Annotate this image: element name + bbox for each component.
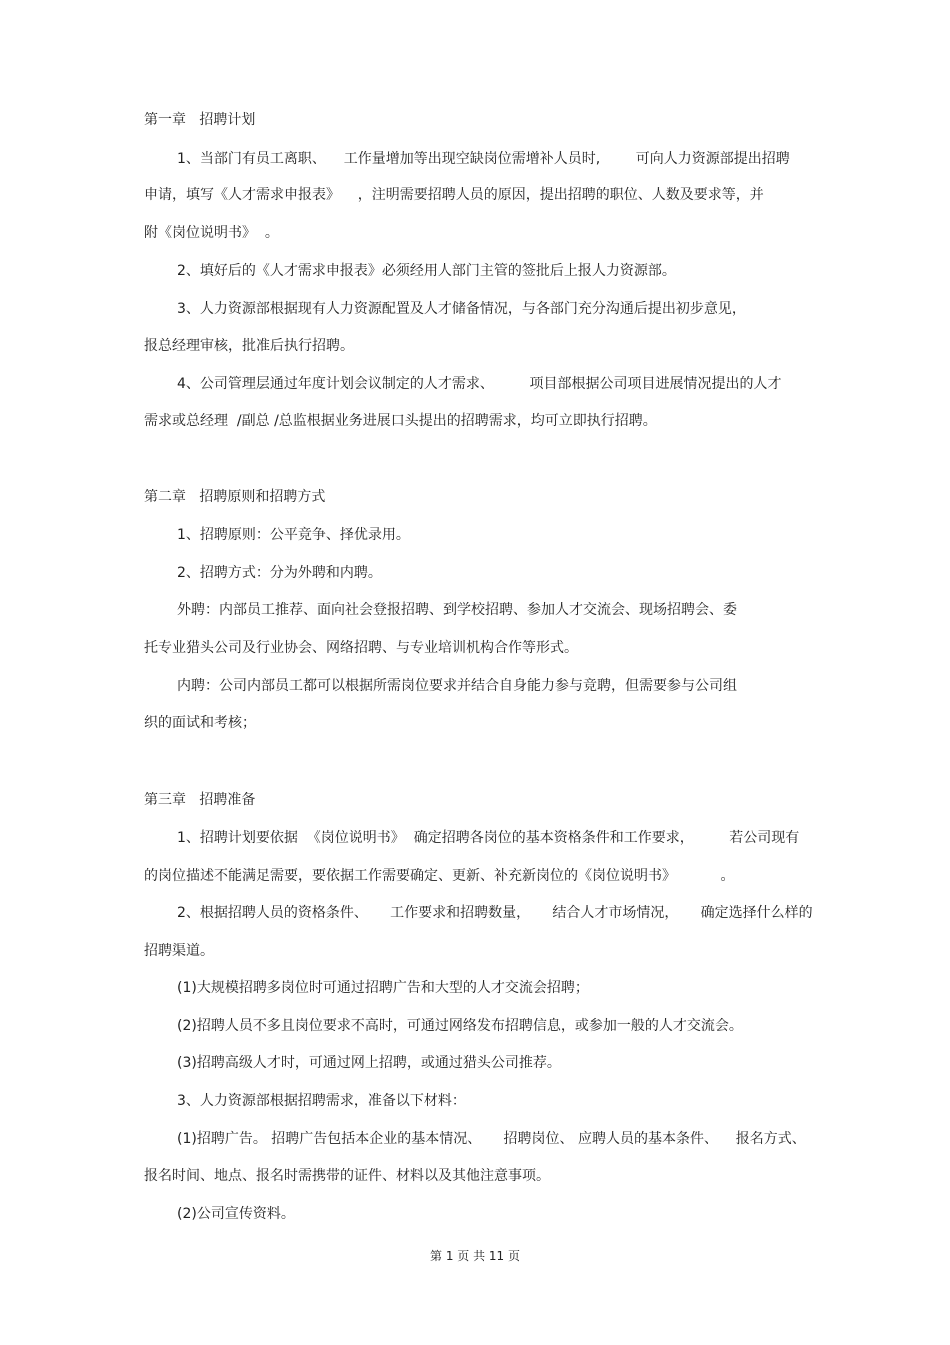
paragraph-line: 托专业猎头公司及行业协会、网络招聘、与专业培训机构合作等形式。 — [144, 640, 578, 656]
paragraph-line: 织的面试和考核； — [144, 715, 256, 731]
paragraph-line: 外聘：内部员工推荐、面向社会登报招聘、到学校招聘、参加人才交流会、现场招聘会、委 — [177, 602, 737, 618]
chapter-2-heading: 第二章 招聘原则和招聘方式 — [144, 489, 326, 505]
paragraph-line: 报总经理审核，批准后执行招聘。 — [144, 338, 354, 354]
paragraph-line: 4、公司管理层通过年度计划会议制定的人才需求、 项目部根据公司项目进展情况提出的人才 — [177, 376, 782, 392]
paragraph-line: 的岗位描述不能满足需要，要依据工作需要确定、更新、补充新岗位的《岗位说明书》 。 — [144, 868, 735, 884]
paragraph-line: 1、招聘计划要依据 《岗位说明书》 确定招聘各岗位的基本资格条件和工作要求， 若公司现有 — [177, 830, 800, 846]
paragraph-line: (1)大规模招聘多岗位时可通过招聘广告和大型的人才交流会招聘； — [177, 980, 589, 996]
paragraph-line: 3、人力资源部根据招聘需求，准备以下材料： — [177, 1093, 466, 1109]
paragraph-line: 2、根据招聘人员的资格条件、 工作要求和招聘数量， 结合人才市场情况， 确定选择什么样的 — [177, 905, 813, 921]
paragraph-line: 2、填好后的《人才需求申报表》必须经用人部门主管的签批后上报人力资源部。 — [177, 263, 676, 279]
paragraph-line: 报名时间、地点、报名时需携带的证件、材料以及其他注意事项。 — [144, 1168, 550, 1184]
paragraph-line: 3、人力资源部根据现有人力资源配置及人才储备情况，与各部门充分沟通后提出初步意见， — [177, 301, 746, 317]
paragraph-line: 内聘：公司内部员工都可以根据所需岗位要求并结合自身能力参与竞聘，但需要参与公司组 — [177, 678, 737, 694]
chapter-3-heading: 第三章 招聘准备 — [144, 792, 256, 808]
chapter-1-heading: 第一章 招聘计划 — [144, 112, 256, 128]
paragraph-line: 申请，填写《人才需求申报表》 ，注明需要招聘人员的原因，提出招聘的职位、人数及要求等，并 — [144, 187, 764, 203]
paragraph-line: (2)招聘人员不多且岗位要求不高时，可通过网络发布招聘信息，或参加一般的人才交流会。 — [177, 1018, 743, 1034]
paragraph-line: 附《岗位说明书》 。 — [144, 225, 279, 241]
page-number-footer: 第 1 页 共 11 页 — [430, 1249, 520, 1263]
paragraph-line: 1、当部门有员工离职、 工作量增加等出现空缺岗位需增补人员时, 可向人力资源部提出招聘 — [177, 151, 790, 167]
paragraph-line: 1、招聘原则：公平竞争、择优录用。 — [177, 527, 410, 543]
paragraph-line: 需求或总经理 /副总 /总监根据业务进展口头提出的招聘需求，均可立即执行招聘。 — [144, 413, 657, 429]
paragraph-line: 2、招聘方式：分为外聘和内聘。 — [177, 565, 382, 581]
paragraph-line: (3)招聘高级人才时，可通过网上招聘，或通过猎头公司推荐。 — [177, 1055, 561, 1071]
paragraph-line: (2)公司宣传资料。 — [177, 1206, 295, 1222]
paragraph-line: 招聘渠道。 — [144, 943, 214, 959]
paragraph-line: (1)招聘广告。 招聘广告包括本企业的基本情况、 招聘岗位、 应聘人员的基本条件、 报名方式、 — [177, 1131, 806, 1147]
